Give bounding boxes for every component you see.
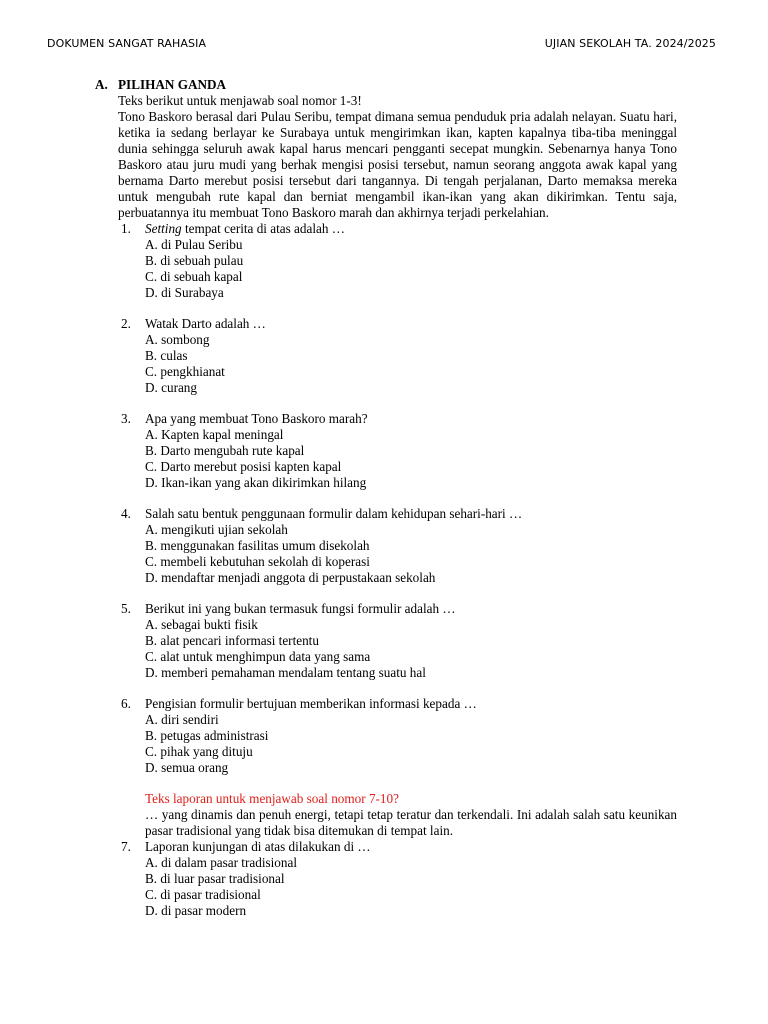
q3-option-b: B. Darto mengubah rute kapal — [145, 443, 305, 458]
question-number: 6. — [121, 696, 131, 711]
question-5 — [0, 601, 768, 617]
q4-option-b: B. menggunakan fasilitas umum disekolah — [145, 538, 370, 553]
question-text: tempat cerita di atas adalah … — [181, 221, 345, 236]
question-2 — [0, 316, 768, 332]
q4-option-c: C. membeli kebutuhan sekolah di koperasi — [145, 554, 370, 569]
section-title: PILIHAN GANDA — [118, 77, 227, 92]
q7-option-d: D. di pasar modern — [145, 903, 247, 918]
q7-option-b: B. di luar pasar tradisional — [145, 871, 285, 886]
question-text: Berikut ini yang bukan termasuk fungsi formulir adalah … — [145, 601, 456, 616]
q7-option-a: A. di dalam pasar tradisional — [145, 855, 297, 870]
question-7 — [0, 839, 768, 855]
question-text: Laporan kunjungan di atas dilakukan di … — [145, 839, 371, 854]
header-exam-title: UJIAN SEKOLAH TA. 2024/2025 — [544, 37, 716, 50]
question-number: 2. — [121, 316, 131, 331]
q4-option-d: D. mendaftar menjadi anggota di perpustakaan sekolah — [145, 570, 436, 585]
section-heading — [0, 77, 768, 93]
q4-option-a: A. mengikuti ujian sekolah — [145, 522, 288, 537]
header-confidential-label: DOKUMEN SANGAT RAHASIA — [47, 37, 207, 50]
question-number: 1. — [121, 221, 131, 236]
question-italic-term: Setting — [145, 221, 182, 236]
q3-option-c: C. Darto merebut posisi kapten kapal — [145, 459, 342, 474]
passage-2-intro: Teks laporan untuk menjawab soal nomor 7-10? — [145, 791, 399, 806]
question-text: Watak Darto adalah … — [145, 316, 266, 331]
q6-option-d: D. semua orang — [145, 760, 229, 775]
question-text: Apa yang membuat Tono Baskoro marah? — [145, 411, 368, 426]
q1-option-d: D. di Surabaya — [145, 285, 224, 300]
question-6 — [0, 696, 768, 712]
question-number: 7. — [121, 839, 131, 854]
question-number: 4. — [121, 506, 131, 521]
q2-option-c: C. pengkhianat — [145, 364, 225, 379]
question-number: 3. — [121, 411, 131, 426]
q1-option-a: A. di Pulau Seribu — [145, 237, 243, 252]
passage-1-intro: Teks berikut untuk menjawab soal nomor 1-3! — [118, 93, 362, 108]
q6-option-c: C. pihak yang dituju — [145, 744, 253, 759]
passage-1-text: Tono Baskoro berasal dari Pulau Seribu, tempat dimana semua penduduk pria adalah nelayan. Suatu hari, ketika ia sedang berlayar ke Surabaya untuk mengirimkan ikan, kapten kapalnya tiba-tiba meninggal dunia sehingga seluruh awak kapal harus mencari pengganti secepat mungkin. Sebenarnya hanya Tono Baskoro atau juru mudi yang berhak mengisi posisi tersebut, namun seorang anggota awak kapal yang bernama Darto merebut posisi tersebut dari tangannya. Di tengah perjalanan, Darto memaksa mereka untuk mengubah rute kapal dan berniat mengambil ikan-ikan yang akan dikirimkan. Tentu saja, perbuatannya itu membuat Tono Baskoro marah dan akhirnya terjadi perkelahian. — [118, 109, 677, 220]
question-text: Salah satu bentuk penggunaan formulir dalam kehidupan sehari-hari … — [145, 506, 523, 521]
q3-option-a: A. Kapten kapal meningal — [145, 427, 284, 442]
question-text: Pengisian formulir bertujuan memberikan informasi kepada … — [145, 696, 477, 711]
q5-option-d: D. memberi pemahaman mendalam tentang suatu hal — [145, 665, 426, 680]
q6-option-b: B. petugas administrasi — [145, 728, 269, 743]
q2-option-a: A. sombong — [145, 332, 210, 347]
q5-option-c: C. alat untuk menghimpun data yang sama — [145, 649, 371, 664]
q3-option-d: D. Ikan-ikan yang akan dikirimkan hilang — [145, 475, 367, 490]
section-letter: A. — [95, 77, 108, 92]
page-header — [47, 37, 716, 50]
q5-option-b: B. alat pencari informasi tertentu — [145, 633, 319, 648]
q5-option-a: A. sebagai bukti fisik — [145, 617, 258, 632]
q1-option-b: B. di sebuah pulau — [145, 253, 244, 268]
question-3 — [0, 411, 768, 427]
question-4 — [0, 506, 768, 522]
question-1 — [0, 221, 768, 237]
exam-content — [0, 77, 768, 919]
question-number: 5. — [121, 601, 131, 616]
q2-option-b: B. culas — [145, 348, 188, 363]
q1-option-c: C. di sebuah kapal — [145, 269, 243, 284]
q7-option-c: C. di pasar tradisional — [145, 887, 261, 902]
q2-option-d: D. curang — [145, 380, 197, 395]
q6-option-a: A. diri sendiri — [145, 712, 219, 727]
passage-2-text: … yang dinamis dan penuh energi, tetapi tetap teratur dan terkendali. Ini adalah salah satu keunikan pasar tradisional yang tidak bisa ditemukan di tempat lain. — [145, 807, 677, 838]
